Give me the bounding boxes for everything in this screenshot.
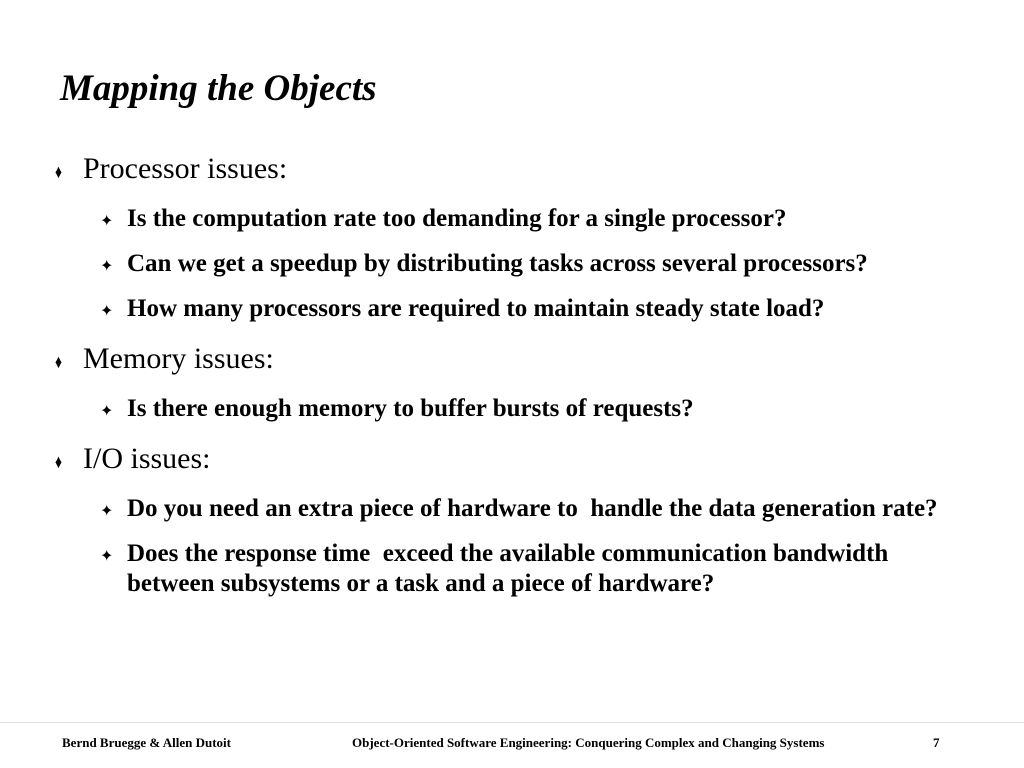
star-bullet-icon: ✦: [100, 303, 114, 320]
bullet-item-memory: [55, 340, 994, 382]
bullet-label: I/O issues:: [83, 442, 211, 475]
star-bullet-icon: ✦: [100, 403, 114, 420]
sub-bullet-item: [100, 539, 994, 599]
star-bullet-icon: ✦: [100, 258, 114, 275]
sub-bullet-text: How many processors are required to maintain steady state load?: [127, 295, 825, 322]
bullet-item-processor: [55, 150, 994, 192]
bullet-item-io: [55, 440, 994, 482]
footer-page-number: 7: [933, 735, 940, 750]
sub-bullet-text: Is the computation rate too demanding for a single processor?: [127, 205, 787, 232]
footer: [0, 735, 1024, 755]
sub-bullet-item: [100, 494, 994, 527]
bullet-label: Processor issues:: [83, 152, 288, 185]
sub-bullet-text: Can we get a speedup by distributing tasks across several processors?: [127, 250, 868, 277]
diamond-bullet-icon: ♦: [55, 162, 62, 183]
sub-bullet-text: Does the response time exceed the available communication bandwidth between subsystems or a task and a piece of hardware?: [127, 540, 895, 597]
sub-bullet-text: Is there enough memory to buffer bursts of requests?: [127, 395, 694, 422]
sub-bullet-text: Do you need an extra piece of hardware to handle the data generation rate?: [127, 495, 938, 522]
sub-bullet-item: [100, 394, 994, 427]
star-bullet-icon: ✦: [100, 503, 114, 520]
sub-bullet-item: [100, 249, 994, 282]
bullet-label: Memory issues:: [83, 342, 274, 375]
slide-body: [55, 150, 994, 599]
footer-divider: [0, 722, 1024, 723]
diamond-bullet-icon: ♦: [55, 452, 62, 473]
slide-title: Mapping the Objects: [60, 67, 377, 109]
sub-bullet-item: [100, 294, 994, 327]
diamond-bullet-icon: ♦: [55, 352, 62, 373]
footer-authors: Bernd Bruegge & Allen Dutoit: [62, 735, 231, 750]
star-bullet-icon: ✦: [100, 548, 114, 565]
star-bullet-icon: ✦: [100, 213, 114, 230]
sub-bullet-item: [100, 204, 994, 237]
footer-book-title: Object-Oriented Software Engineering: Conquering Complex and Changing Systems: [352, 735, 825, 750]
